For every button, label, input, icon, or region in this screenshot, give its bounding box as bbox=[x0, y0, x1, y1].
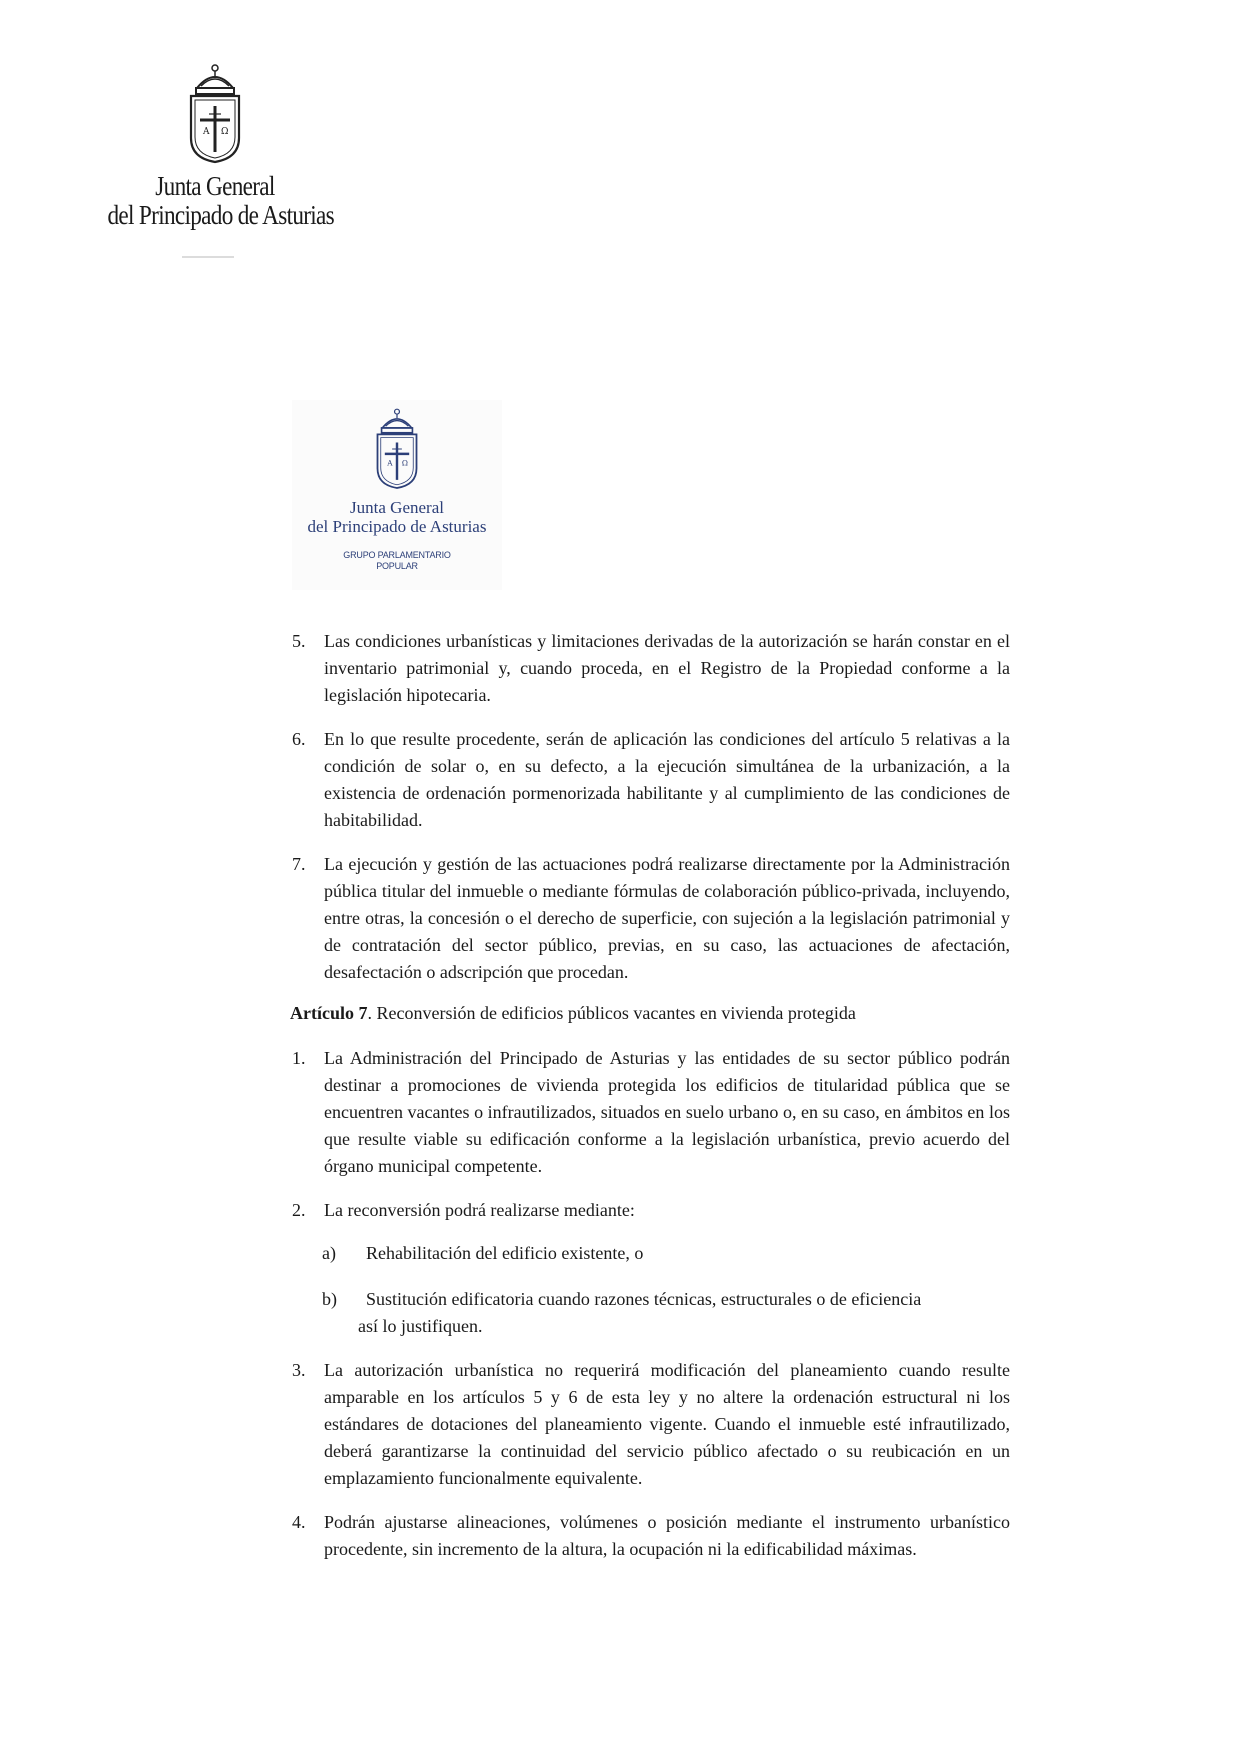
coat-of-arms-icon bbox=[371, 406, 423, 492]
item-text: En lo que resulte procedente, serán de aplicación las condiciones del artículo 5 relativas a la condición de solar o, en su defecto, a la ejecución simultánea de la urbanización, a la existencia de ordenación pormenorizada habilitante y al cumplimiento de las condiciones de habitabilidad. bbox=[324, 729, 1010, 830]
document-body bbox=[290, 628, 1010, 1563]
group-logo-line2: del Principado de Asturias bbox=[307, 517, 487, 536]
list-item bbox=[290, 851, 1010, 986]
sub-list-item bbox=[290, 1240, 1010, 1267]
header-divider bbox=[182, 256, 234, 258]
sub-item-text: Sustitución edificatoria cuando razones técnicas, estructurales o de eficiencia bbox=[366, 1289, 922, 1309]
item-number: 6. bbox=[292, 729, 306, 749]
item-number: 2. bbox=[292, 1200, 306, 1220]
sub-item-label: b) bbox=[322, 1289, 337, 1309]
item-text: La reconversión podrá realizarse mediante: bbox=[324, 1200, 635, 1220]
sub-item-text: Rehabilitación del edificio existente, o bbox=[366, 1243, 644, 1263]
article-label: Artículo 7 bbox=[290, 1003, 368, 1023]
svg-text:A: A bbox=[203, 127, 210, 137]
item-text: Podrán ajustarse alineaciones, volúmenes o posición mediante el instrumento urbanístico procedente, sin incremento de la altura, la ocupación ni la edificabilidad máximas. bbox=[324, 1512, 1010, 1559]
item-text: Las condiciones urbanísticas y limitaciones derivadas de la autorización se harán constar en el inventario patrimonial y, cuando proceda, en el Registro de la Propiedad conforme a la legislación hipotecaria. bbox=[324, 631, 1010, 705]
item-number: 1. bbox=[292, 1048, 306, 1068]
svg-text:Ω: Ω bbox=[401, 458, 408, 468]
sub-item-continuation: así lo justifiquen. bbox=[358, 1316, 483, 1336]
item-text: La Administración del Principado de Asturias y las entidades de su sector público podrán destinar a promociones de vivienda protegida los edificios de titularidad pública que se encuentren vacantes o infrautilizados, situados en suelo urbano o, en su caso, en ámbitos en los que resulte viable su edificación conforme a la legislación urbanística, previo acuerdo del órgano municipal competente. bbox=[324, 1048, 1010, 1176]
item-number: 5. bbox=[292, 631, 306, 651]
list-item bbox=[290, 628, 1010, 709]
list-item bbox=[290, 1197, 1010, 1224]
item-number: 7. bbox=[292, 854, 306, 874]
svg-text:A: A bbox=[387, 458, 393, 468]
list-item bbox=[290, 1357, 1010, 1492]
org-name-line2: del Principado de Asturias bbox=[107, 200, 335, 230]
item-text: La autorización urbanística no requerirá modificación del planeamiento cuando resulte amparable en los artículos 5 y 6 de esta ley y no altere la ordenación estructural ni los estándares de dotaciones del planeamiento vigente. Cuando el inmueble esté infrautilizado, deberá garantizarse la continuidad del servicio público afectado o su reubicación en un emplazamiento funcionalmente equivalente. bbox=[324, 1360, 1010, 1488]
article-title: . Reconversión de edificios públicos vacantes en vivienda protegida bbox=[367, 1003, 856, 1023]
article-heading bbox=[290, 1000, 1010, 1027]
svg-text:Ω: Ω bbox=[221, 127, 229, 137]
group-logo-line3: GRUPO PARLAMENTARIO bbox=[343, 550, 451, 560]
group-logo bbox=[292, 400, 502, 590]
item-number: 4. bbox=[292, 1512, 306, 1532]
org-name-line1: Junta General bbox=[155, 171, 275, 201]
list-item bbox=[290, 1509, 1010, 1563]
group-logo-line1: Junta General bbox=[350, 498, 444, 517]
list-item bbox=[290, 726, 1010, 834]
item-number: 3. bbox=[292, 1360, 306, 1380]
coat-of-arms-icon bbox=[183, 62, 247, 166]
sub-list-item bbox=[290, 1286, 1010, 1340]
group-logo-line4: POPULAR bbox=[376, 561, 418, 571]
sub-item-label: a) bbox=[322, 1243, 336, 1263]
item-text: La ejecución y gestión de las actuaciones podrá realizarse directamente por la Administración pública titular del inmueble o mediante fórmulas de colaboración público-privada, incluyendo, entre otras, la concesión o el derecho de superficie, con sujeción a la legislación patrimonial y de contratación del sector público, previas, en su caso, las actuaciones de afectación, desafectación o adscripción que procedan. bbox=[324, 854, 1010, 982]
institution-logo bbox=[90, 62, 340, 230]
list-item bbox=[290, 1045, 1010, 1180]
